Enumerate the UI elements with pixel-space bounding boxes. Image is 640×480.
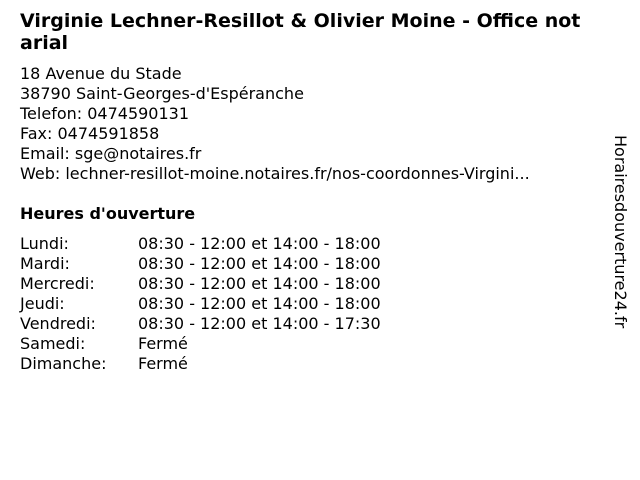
opening-hours-heading: Heures d'ouverture: [20, 204, 196, 223]
day-hours: 08:30 - 12:00 et 14:00 - 18:00: [138, 234, 381, 253]
day-label: Mardi:: [20, 254, 70, 273]
day-label: Jeudi:: [20, 294, 65, 313]
hours-row-sunday: [20, 354, 381, 374]
web-line: Web: lechner-resillot-moine.notaires.fr/nos-coordonnes-Virgini...: [20, 164, 530, 183]
day-hours: 08:30 - 12:00 et 14:00 - 18:00: [138, 254, 381, 273]
hours-row-tuesday: [20, 254, 381, 274]
email-line: Email: sge@notaires.fr: [20, 144, 202, 163]
contact-block: [20, 64, 600, 184]
phone-line: Telefon: 0474590131: [20, 104, 190, 123]
day-hours: Fermé: [138, 354, 188, 373]
fax-line: Fax: 0474591858: [20, 124, 160, 143]
day-hours: 08:30 - 12:00 et 14:00 - 18:00: [138, 294, 381, 313]
page-title: Virginie Lechner-Resillot & Olivier Moine - Office notarial: [20, 10, 581, 54]
hours-row-wednesday: [20, 274, 381, 294]
day-label: Mercredi:: [20, 274, 95, 293]
day-hours: 08:30 - 12:00 et 14:00 - 17:30: [138, 314, 381, 333]
address-line-street: 18 Avenue du Stade: [20, 64, 182, 83]
day-label: Samedi:: [20, 334, 86, 353]
address-line-city: 38790 Saint-Georges-d'Espéranche: [20, 84, 304, 103]
opening-hours-table: [20, 234, 381, 374]
day-hours: 08:30 - 12:00 et 14:00 - 18:00: [138, 274, 381, 293]
hours-row-friday: [20, 314, 381, 334]
day-label: Dimanche:: [20, 354, 107, 373]
hours-row-saturday: [20, 334, 381, 354]
day-label: Vendredi:: [20, 314, 96, 333]
site-brand-vertical: Horairesdouverture24.fr: [611, 135, 630, 329]
day-hours: Fermé: [138, 334, 188, 353]
day-label: Lundi:: [20, 234, 69, 253]
hours-row-thursday: [20, 294, 381, 314]
hours-row-monday: [20, 234, 381, 254]
